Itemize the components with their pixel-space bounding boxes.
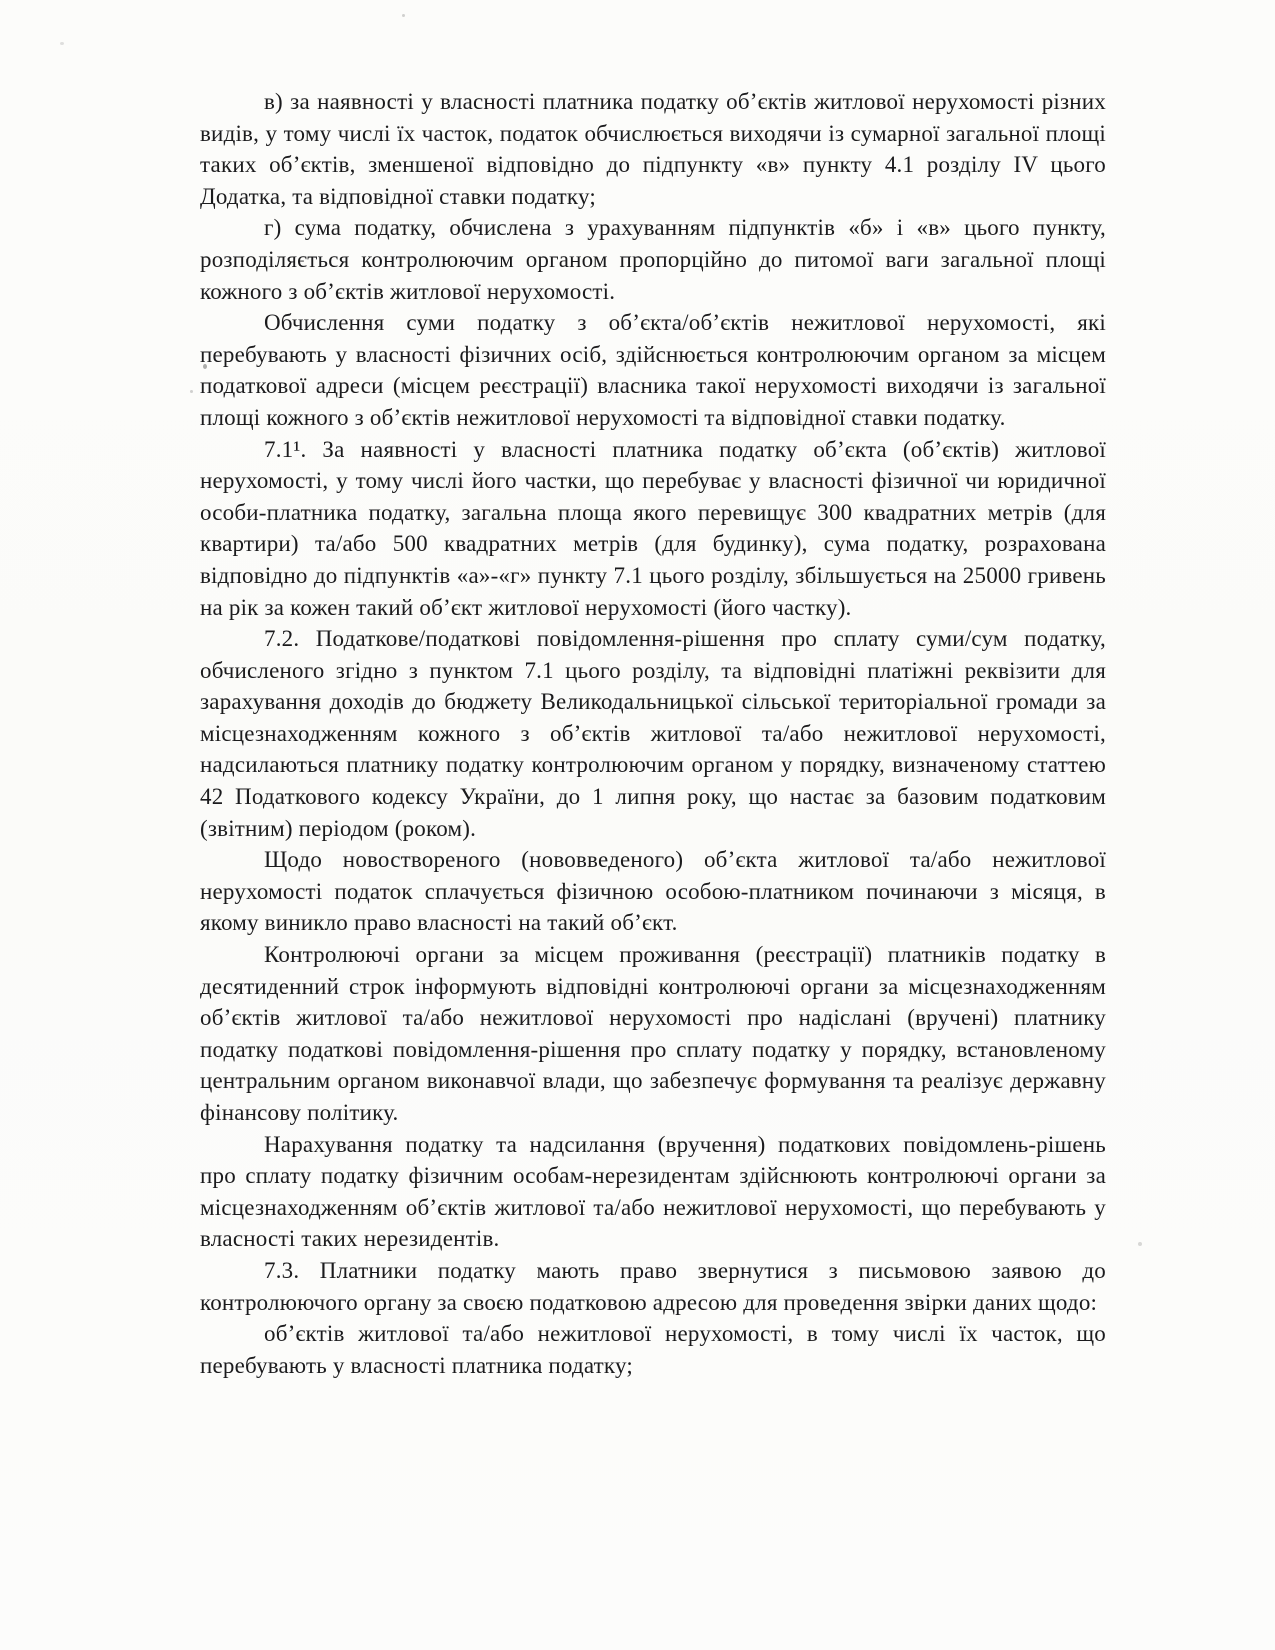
paragraph-point-7-3: 7.3. Платники податку мають право звернутися з письмовою заявою до контролюючого органу за своєю податковою адресою для проведення звірки даних щодо: [200, 1257, 1106, 1315]
paragraph-nonresidential-calc: Обчислення суми податку з об’єкта/об’єктів нежитлової нерухомості, які перебувають у власності фізичних осіб, здійснюється контролюючим органом за місцем податкової адреси (місцем реєстрації) власника такої нерухомості виходячи із загальної площі кожного з об’єктів нежитлової нерухомості та відповідної ставки податку. [200, 310, 1106, 430]
paragraph-point-7-1-1: 7.1¹. За наявності у власності платника податку об’єкта (об’єктів) житлової нерухомості, у тому числі його частки, що перебуває у власності фізичної чи юридичної особи-платника податку, загальна площа якого перевищує 300 квадратних метрів (для квартири) та/або 500 квадратних метрів (для будинку), сума податку, розрахована відповідно до підпунктів «а»-«г» пункту 7.1 цього розділу, збільшується на 25000 гривень на рік за кожен такий об’єкт житлової нерухомості (його частку). [200, 436, 1106, 620]
paragraph-subpoint-v: в) за наявності у власності платника податку об’єктів житлової нерухомості різних видів, у тому числі їх часток, податок обчислюється виходячи із сумарної загальної площі таких об’єктів, зменшеної відповідно до підпункту «в» пункту 4.1 розділу IV цього Додатка, та відповідної ставки податку; [200, 89, 1106, 209]
paragraph-verification-objects: об’єктів житлової та/або нежитлової нерухомості, в тому числі їх часток, що перебувають у власності платника податку; [200, 1321, 1106, 1378]
paragraph-nonresidents: Нарахування податку та надсилання (вручення) податкових повідомлень-рішень про сплату податку фізичним особам-нерезидентам здійснюють контролюючі органи за місцезнаходженням об’єктів житлової та/або нежитлової нерухомості, що перебувають у власності таких нерезидентів. [200, 1131, 1106, 1252]
paragraph-controlling-bodies: Контролюючі органи за місцем проживання (реєстрації) платників податку в десятиденний строк інформують відповідні контролюючі органи за місцезнаходженням об’єктів житлової та/або нежитлової нерухомості про надіслані (вручені) платнику податку податкові повідомлення-рішення про сплату податку у порядку, встановленому центральним органом виконавчої влади, що забезпечує формування та реалізує державну фінансову політику. [200, 942, 1106, 1125]
document-text-block [200, 86, 1106, 1381]
paragraph-new-object: Щодо новоствореного (нововведеного) об’єкта житлової та/або нежитлової нерухомості податок сплачується фізичною особою-платником починаючи з місяця, в якому виникло право власності на такий об’єкт. [200, 847, 1106, 936]
paragraph-point-7-2: 7.2. Податкове/податкові повідомлення-рішення про сплату суми/сум податку, обчисленого згідно з пунктом 7.1 цього розділу, та відповідні платіжні реквізити для зарахування доходів до бюджету Великодальницької сільської територіальної громади за місцезнаходженням кожного з об’єктів житлової та/або нежитлової нерухомості, надсилаються платнику податку контролюючим органом у порядку, визначеному статтею 42 Податкового кодексу України, до 1 липня року, що настає за базовим податковим (звітним) періодом (роком). [200, 626, 1106, 841]
scan-speck [402, 14, 405, 17]
paragraph-subpoint-h: г) сума податку, обчислена з урахуванням підпунктів «б» і «в» цього пункту, розподіляється контролюючим органом пропорційно до питомої ваги загальної площі кожного з об’єктів житлової нерухомості. [200, 215, 1106, 304]
scan-speck [60, 42, 64, 45]
scan-speck [1138, 1242, 1142, 1246]
scan-speck [190, 390, 193, 393]
